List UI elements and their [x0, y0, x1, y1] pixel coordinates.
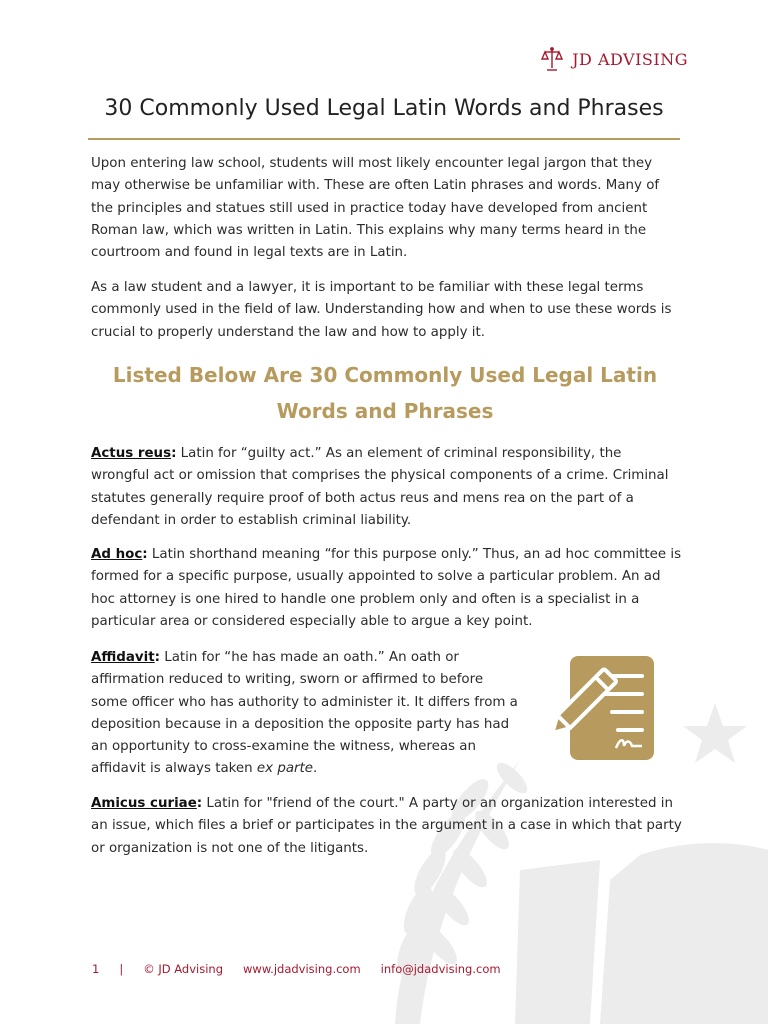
term-entry-amicus-curiae	[91, 793, 683, 860]
term-colon: :	[154, 650, 160, 665]
signed-document-icon	[544, 654, 656, 762]
term-definition: Latin for "friend of the court." A party or an organization interested in an issue, which files a brief or participates in the argument in a case in which that party or organization is not one of the litigants.	[91, 796, 682, 856]
brand-name: JD ADVISING	[572, 49, 688, 69]
term-entry-affidavit	[91, 647, 523, 781]
document-title: 30 Commonly Used Legal Latin Words and Phrases	[104, 96, 664, 121]
footer-email-link[interactable]: info@jdadvising.com	[380, 962, 501, 976]
term-colon: :	[142, 547, 148, 562]
footer-copyright: © JD Advising	[143, 962, 224, 976]
page-footer	[92, 962, 501, 976]
footer-website-link[interactable]: www.jdadvising.com	[243, 962, 361, 976]
section-heading: Listed Below Are 30 Commonly Used Legal Latin Words and Phrases	[112, 363, 658, 423]
term-name: Affidavit	[91, 650, 155, 665]
term-colon: :	[196, 796, 203, 811]
term-definition-italic: ex parte	[256, 761, 314, 777]
term-definition: Latin for “guilty act.” As an element of criminal responsibility, the wrongful act or omission that comprises the physical components of a crime. Criminal statutes generally require proof of both actus reus and mens rea on the part of a defendant in order to establish criminal liability.	[91, 446, 669, 528]
page-number: 1	[92, 962, 100, 976]
term-entry-ad-hoc	[91, 544, 683, 633]
intro-paragraph-1: Upon entering law school, students will most likely encounter legal jargon that they may otherwise be unfamiliar with. These are often Latin phrases and words. Many of the principles and statues still used in practice today have developed from ancient Roman law, which was written in Latin. This explains why many terms heard in the courtroom and found in legal texts are in Latin.	[91, 156, 660, 261]
term-name: Amicus curiae	[91, 796, 197, 811]
term-colon: :	[171, 446, 177, 461]
footer-separator: |	[119, 962, 124, 976]
term-name: Actus reus	[91, 446, 172, 461]
term-name: Ad hoc	[91, 547, 143, 562]
term-definition-end: .	[313, 761, 318, 777]
term-definition: Latin for “he has made an oath.” An oath or affirmation reduced to writing, sworn or affirmed to before some officer who has authority to administer it. It differs from a deposition because in a deposition the opposite party has had an opportunity to cross-examine the witness, whereas an affidavit is always taken	[91, 650, 518, 777]
scales-of-justice-icon	[540, 46, 564, 72]
term-definition: Latin shorthand meaning “for this purpose only.” Thus, an ad hoc committee is formed for a specific purpose, usually appointed to solve a particular problem. An ad hoc attorney is one hired to handle one problem only and often is a specialist in a particular area or considered especially able to argue a key point.	[91, 547, 682, 629]
term-entry-actus-reus	[91, 443, 683, 532]
intro-paragraph-2: As a law student and a lawyer, it is important to be familiar with these legal terms commonly used in the field of law. Understanding how and when to use these words is crucial to properly understand the law and how to apply it.	[91, 280, 672, 340]
brand-logo[interactable]	[540, 46, 688, 72]
title-divider	[88, 138, 680, 140]
